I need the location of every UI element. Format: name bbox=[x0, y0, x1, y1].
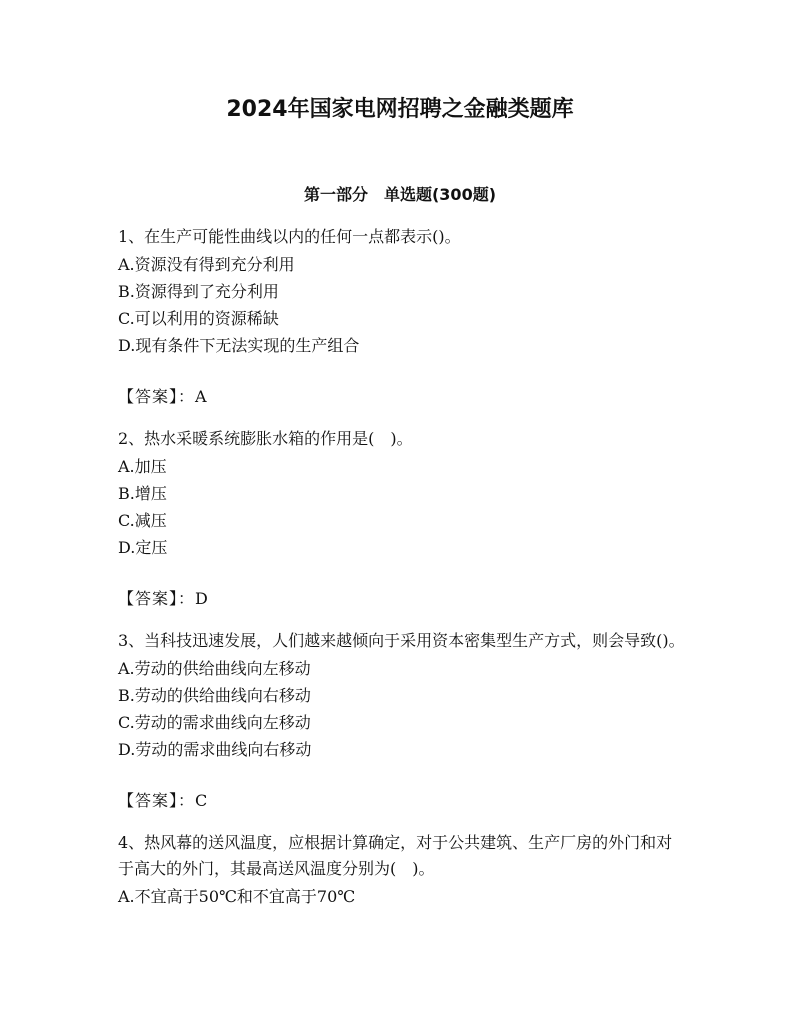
question-option-a: A.资源没有得到充分利用 bbox=[118, 255, 295, 274]
question-stem: 3、当科技迅速发展，人们越来越倾向于采用资本密集型生产方式，则会导致()。 bbox=[118, 631, 685, 650]
answer-value: C bbox=[195, 791, 208, 810]
answer-label: 【答案】： bbox=[118, 589, 196, 608]
answer-value: A bbox=[195, 387, 207, 406]
question-4 bbox=[118, 830, 688, 910]
section-title: 第一部分 单选题(300题) bbox=[303, 185, 497, 204]
question-stem: 2、热水采暖系统膨胀水箱的作用是( )。 bbox=[118, 429, 413, 448]
question-option-d: D.劳动的需求曲线向右移动 bbox=[118, 740, 312, 759]
question-option-c: C.可以利用的资源稀缺 bbox=[118, 309, 279, 328]
question-option-c: C.减压 bbox=[118, 511, 167, 530]
question-option-a: A.加压 bbox=[118, 457, 167, 476]
question-stem: 1、在生产可能性曲线以内的任何一点都表示()。 bbox=[118, 227, 461, 246]
question-answer bbox=[118, 384, 688, 410]
question-option-b: B.劳动的供给曲线向右移动 bbox=[118, 686, 311, 705]
question-option-a: A.不宜高于50℃和不宜高于70℃ bbox=[118, 887, 356, 906]
question-1 bbox=[118, 224, 688, 410]
question-option-b: B.增压 bbox=[118, 484, 167, 503]
question-2 bbox=[118, 426, 688, 612]
answer-label: 【答案】： bbox=[118, 387, 196, 406]
question-option-a: A.劳动的供给曲线向左移动 bbox=[118, 659, 311, 678]
question-stem: 4、热风幕的送风温度，应根据计算确定，对于公共建筑、生产厂房的外门和对于高大的外门，其最高送风温度分别为( )。 bbox=[118, 833, 673, 878]
answer-value: D bbox=[195, 589, 208, 608]
document-title: 2024年国家电网招聘之金融类题库 bbox=[226, 97, 574, 122]
answer-label: 【答案】： bbox=[118, 791, 196, 810]
question-option-b: B.资源得到了充分利用 bbox=[118, 282, 279, 301]
question-answer bbox=[118, 586, 688, 612]
question-option-d: D.定压 bbox=[118, 538, 168, 557]
question-list bbox=[118, 224, 688, 911]
question-answer bbox=[118, 788, 688, 814]
question-option-c: C.劳动的需求曲线向左移动 bbox=[118, 713, 311, 732]
question-3 bbox=[118, 628, 688, 814]
question-option-d: D.现有条件下无法实现的生产组合 bbox=[118, 336, 360, 355]
